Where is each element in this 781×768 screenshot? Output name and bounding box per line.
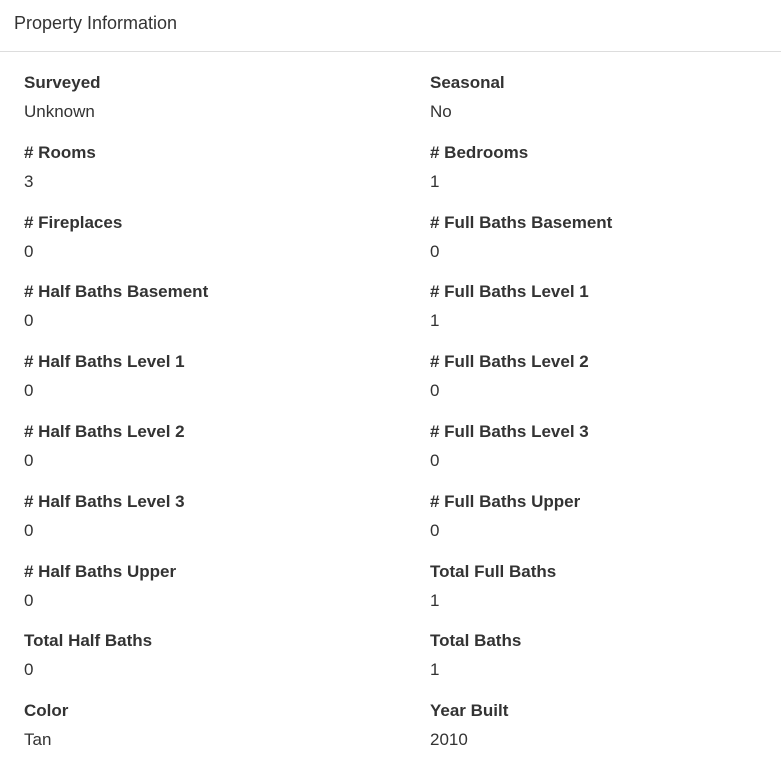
field-value: 0 [24, 241, 34, 261]
field-value: Tan [24, 730, 52, 750]
field-label: # Full Baths Level 2 [430, 352, 589, 372]
field-full-baths-upper [430, 489, 764, 559]
field-label: Color [24, 701, 69, 721]
field-full-baths-level-1 [430, 279, 764, 349]
field-label: # Full Baths Level 1 [430, 282, 589, 302]
field-full-baths-level-2 [430, 349, 764, 419]
field-full-baths-basement [430, 210, 764, 280]
field-bedrooms [430, 140, 764, 210]
field-label: Total Half Baths [24, 631, 153, 651]
field-surveyed [24, 70, 430, 140]
field-half-baths-level-2 [24, 419, 430, 489]
field-label: # Fireplaces [24, 212, 123, 232]
field-value: 1 [430, 590, 440, 610]
field-half-baths-level-1 [24, 349, 430, 419]
field-label: # Half Baths Level 2 [24, 421, 185, 441]
field-value: 0 [430, 520, 440, 540]
field-value: No [430, 102, 452, 121]
field-value: 0 [430, 450, 440, 470]
field-total-full-baths [430, 559, 764, 629]
field-label: Total Full Baths [430, 561, 557, 581]
field-year-built [430, 698, 764, 768]
field-value: 0 [24, 520, 34, 540]
field-value: 1 [430, 660, 440, 680]
field-label: # Rooms [24, 142, 96, 162]
field-rooms [24, 140, 430, 210]
field-label: Total Baths [430, 631, 522, 651]
field-total-half-baths [24, 628, 430, 698]
field-label: Seasonal [430, 73, 505, 92]
field-value: Unknown [24, 102, 95, 121]
field-value: 0 [430, 241, 440, 261]
field-half-baths-level-3 [24, 489, 430, 559]
field-value: 0 [24, 450, 34, 470]
field-half-baths-basement [24, 279, 430, 349]
field-value: 0 [24, 590, 34, 610]
field-seasonal [430, 70, 764, 140]
field-label: # Half Baths Level 1 [24, 352, 185, 372]
field-label: # Half Baths Basement [24, 282, 209, 302]
field-label: # Bedrooms [430, 142, 529, 162]
panel-header [0, 0, 781, 52]
field-value: 2010 [430, 730, 468, 750]
field-value: 0 [430, 381, 440, 401]
field-full-baths-level-3 [430, 419, 764, 489]
field-value: 1 [430, 311, 440, 331]
field-label: # Full Baths Level 3 [430, 421, 589, 441]
field-fireplaces [24, 210, 430, 280]
field-color [24, 698, 430, 768]
field-label: # Full Baths Basement [430, 212, 613, 232]
field-value: 0 [24, 381, 34, 401]
field-value: 1 [430, 171, 440, 191]
field-label: Surveyed [24, 73, 101, 92]
panel-title: Property Information [14, 13, 178, 33]
field-value: 3 [24, 171, 34, 191]
field-label: # Half Baths Level 3 [24, 491, 185, 511]
field-label: Year Built [430, 701, 509, 721]
field-label: # Half Baths Upper [24, 561, 177, 581]
field-total-baths [430, 628, 764, 698]
field-value: 0 [24, 660, 34, 680]
property-fields-grid [24, 70, 764, 768]
field-label: # Full Baths Upper [430, 491, 581, 511]
field-value: 0 [24, 311, 34, 331]
field-half-baths-upper [24, 559, 430, 629]
